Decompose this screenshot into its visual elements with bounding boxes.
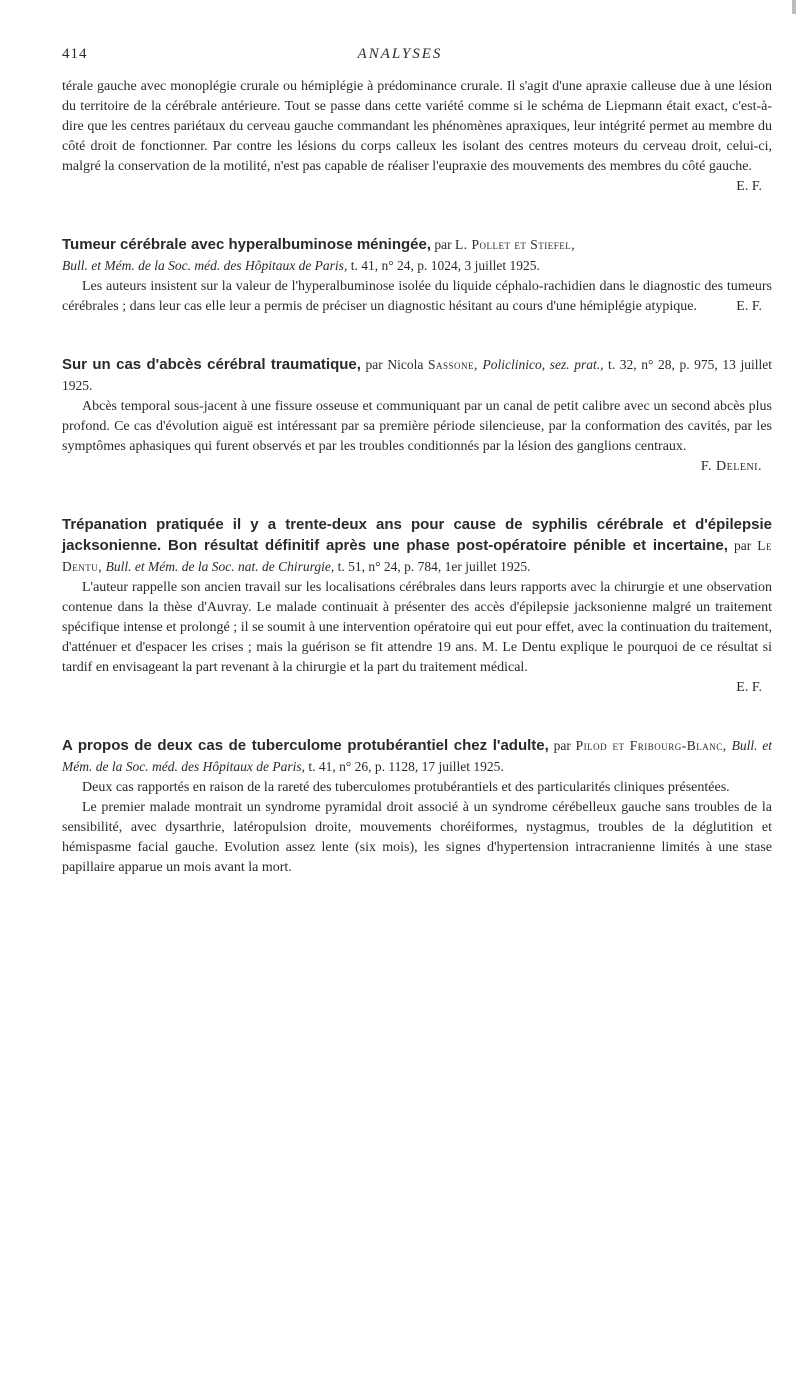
abstract-paragraph: Les auteurs insistent sur la valeur de l'hyperalbuminose isolée du liquide céphalo-rachidien dans le diagnostic des tumeurs cérébrales ; dans leur cas elle leur a permis de préciser un diagnostic hésitant au cours d'une hémiplégie atypique. E. F.	[62, 277, 772, 317]
entry-authors: Pilod et Fribourg-Blanc,	[575, 738, 727, 753]
abstract-entry	[62, 515, 772, 698]
entry-source: Policlinico, sez. prat.,	[482, 357, 604, 372]
entry-details: t. 41, n° 26, p. 1128, 17 juillet 1925.	[304, 759, 504, 774]
entry-source: Bull. et Mém. de la Soc. méd. des Hôpitaux de Paris,	[62, 258, 348, 273]
abstract-signature: E. F.	[736, 179, 762, 194]
page-number: 414	[62, 46, 88, 62]
page-header	[62, 46, 738, 66]
entry-title: Sur un cas d'abcès cérébral traumatique,	[62, 356, 361, 373]
entry-title-block: Tumeur cérébrale avec hyperalbuminose méningée, par L. Pollet et Stiefel, Bull. et Mém. de la Soc. méd. des Hôpitaux de Paris, t. 41, n° 24, p. 1024, 3 juillet 1925.	[62, 236, 576, 273]
abstract-signature: E. F.	[736, 299, 762, 314]
entry-authors: Sassone,	[427, 357, 478, 372]
abstract-paragraph: L'auteur rappelle son ancien travail sur les localisations cérébrales dans leurs rapports avec la chirurgie et une observation contenue dans la thèse d'Auvray. Le malade continuait à présenter des accès d'épilepsie jacksonienne malgré un traitement spécifique intense et prolongé ; il se soumit à une intervention opératoire qui eut pour effet, avec la continuation du traitement, d'atténuer et d'espacer les crises ; mais la guérison se fit attendre 19 ans. M. Le Dentu explique le pourquoi de ce résultat si tardif en envisageant la part revenant à la chirurgie et la part du traitement médical.	[62, 580, 772, 675]
intro-abstract	[62, 77, 772, 197]
entry-source: Bull. et Mém. de la Soc. méd. des Hôpitaux de Paris,	[62, 738, 773, 774]
abstract-entry	[62, 355, 772, 477]
page-body	[62, 77, 772, 878]
entry-details: t. 41, n° 24, p. 1024, 3 juillet 1925.	[347, 258, 540, 273]
entry-title: A propos de deux cas de tuberculome protubérantiel chez l'adulte,	[62, 737, 549, 754]
entry-title-block: A propos de deux cas de tuberculome protubérantiel chez l'adulte, par Pilod et Fribourg-Blanc, Bull. et Mém. de la Soc. méd. des Hôpitaux de Paris, t. 41, n° 26, p. 1128, 17 juillet 1925.	[62, 737, 773, 774]
abstract-signature: E. F.	[736, 680, 762, 695]
abstract-signature: F. Deleni.	[700, 459, 762, 474]
entry-title-block: Trépanation pratiquée il y a trente-deux ans pour cause de syphilis cérébrale et d'épilepsie jacksonienne. Bon résultat définitif après une phase post-opératoire pénible et incertaine, par Le Dentu, Bull. et Mém. de la Soc. nat. de Chirurgie, t. 51, n° 24, p. 784, 1er juillet 1925.	[62, 516, 772, 574]
entry-source: Bull. et Mém. de la Soc. nat. de Chirurgie,	[105, 559, 335, 574]
entry-authors: L. Pollet et Stiefel,	[455, 237, 576, 252]
abstract-entry	[62, 235, 772, 317]
abstract-paragraph: térale gauche avec monoplégie crurale ou hémiplégie à prédominance crurale. Il s'agit d'une apraxie calleuse due à une lésion du territoire de la cérébrale antérieure. Tout se passe dans cette variété comme si le schéma de Liepmann était exact, c'est-à-dire que les centres pariétaux du cerveau gauche commandant les phénomènes apraxiques, leur intégrité permet au membre du côté droit de fonctionner. Par contre les lésions du corps calleux les isolant des centres moteurs du cerveau droit, celui-ci, malgré la conservation de la motilité, n'est pas capable de réaliser l'eupraxie des mouvements des membres du côté gauche. E. F.	[62, 77, 772, 177]
running-title: ANALYSES	[357, 46, 443, 62]
entry-title-block: Sur un cas d'abcès cérébral traumatique, par Nicola Sassone, Policlinico, sez. prat., t. 32, n° 28, p. 975, 13 juillet 1925.	[62, 356, 772, 393]
entry-authors: Le Dentu,	[62, 538, 772, 574]
abstract-paragraph: Le premier malade montrait un syndrome pyramidal droit associé à un syndrome cérébelleux gauche sans troubles de la sensibilité, avec dysarthrie, latéropulsion droite, mouvements choréiformes, nystagmus, troubles de la déglutition et hémispasme facial gauche. Evolution assez lente (six mois), les signes d'hypertension intracranienne limités à une stase papillaire apparue un mois avant la mort.	[62, 800, 772, 875]
abstract-paragraph: Deux cas rapportés en raison de la rareté des tuberculomes protubérantiels et des particularités cliniques présentées.	[82, 780, 730, 795]
entry-details: t. 51, n° 24, p. 784, 1er juillet 1925.	[334, 559, 531, 574]
scan-edge-mark	[792, 0, 796, 14]
entry-details: t. 32, n° 28, p. 975, 13 juillet 1925.	[62, 357, 772, 393]
abstract-entry	[62, 736, 772, 878]
entry-title: Trépanation pratiquée il y a trente-deux ans pour cause de syphilis cérébrale et d'épilepsie jacksonienne. Bon résultat définitif après une phase post-opératoire pénible et incertaine,	[62, 516, 772, 554]
entry-title: Tumeur cérébrale avec hyperalbuminose méningée,	[62, 236, 432, 253]
abstract-paragraph: Abcès temporal sous-jacent à une fissure osseuse et communiquant par un canal de petit calibre avec un second abcès plus profond. Ce cas d'évolution aiguë est intéressant par sa première période silencieuse, par la conformation des cavités, par les symptômes aphasiques qui furent observés et par les troubles conditionnés par la lésion des ganglions centraux. F. Deleni.	[62, 397, 772, 457]
